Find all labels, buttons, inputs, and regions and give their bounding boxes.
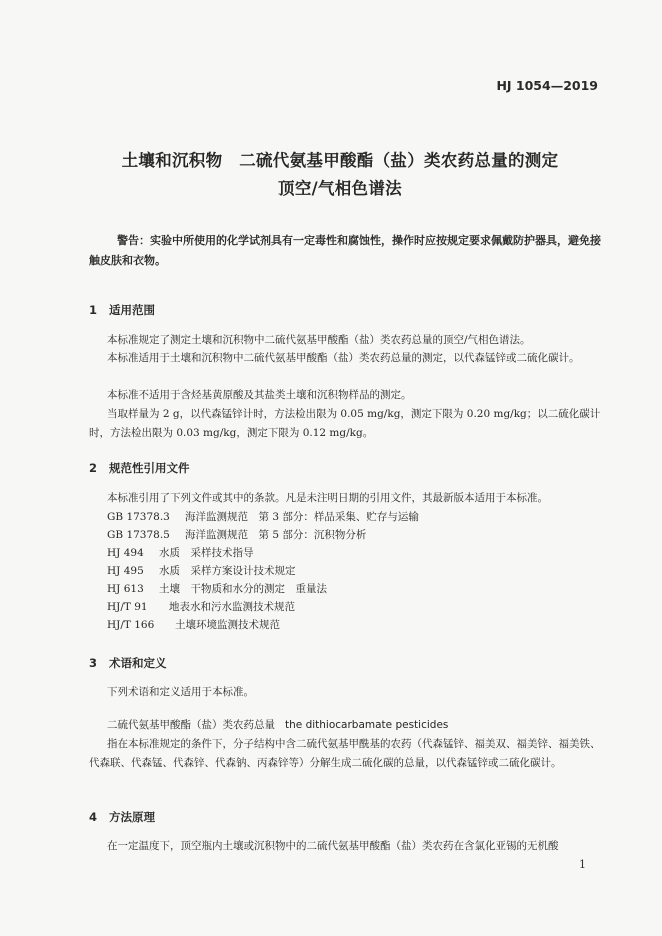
section-1-title: 适用范围 <box>109 303 155 317</box>
reference-code: HJ 495 <box>107 565 144 577</box>
reference-item <box>107 562 296 580</box>
reference-title: 海洋监测规范 第 5 部分：沉积物分析 <box>185 529 367 541</box>
section-4-paragraph: 在一定温度下，顶空瓶内土壤或沉积物中的二硫代氨基甲酸酯（盐）类农药在含氯化亚锡的无机酸 <box>107 840 559 852</box>
reference-title: 海洋监测规范 第 3 部分：样品采集、贮存与运输 <box>185 511 419 523</box>
section-1-heading <box>89 302 155 318</box>
document-title-line2: 顶空/气相色谱法 <box>278 179 402 198</box>
warning-note: 警告：实验中所使用的化学试剂具有一定毒性和腐蚀性，操作时应按规定要求佩戴防护器具，避免接触皮肤和衣物。 <box>89 234 601 267</box>
reference-item <box>107 580 327 598</box>
reference-code: HJ 613 <box>107 583 144 595</box>
section-1-paragraph: 当取样量为 2 g，以代森锰锌计时，方法检出限为 0.05 mg/kg，测定下限为 0.20 mg/kg；以二硫化碳计时，方法检出限为 0.03 mg/kg，测定下限为 0.12 mg/kg。 <box>89 408 601 439</box>
reference-title: 土壤环境监测技术规范 <box>175 619 280 631</box>
section-1-number: 1 <box>89 303 98 317</box>
section-3-title: 术语和定义 <box>109 656 167 670</box>
term-english: the dithiocarbamate pesticides <box>285 719 449 731</box>
reference-item <box>107 616 280 634</box>
reference-item <box>107 598 295 616</box>
reference-item <box>107 544 254 562</box>
section-2-intro: 本标准引用了下列文件或其中的条款。凡是未注明日期的引用文件，其最新版本适用于本标准。 <box>107 492 548 504</box>
page-number: 1 <box>579 858 586 871</box>
section-3-heading <box>89 655 167 671</box>
reference-code: GB 17378.3 <box>107 511 170 523</box>
reference-code: HJ/T 166 <box>107 619 155 631</box>
section-3-number: 3 <box>89 656 98 670</box>
section-4-heading <box>89 809 155 825</box>
section-2-title: 规范性引用文件 <box>109 461 190 475</box>
section-4-title: 方法原理 <box>109 810 155 824</box>
reference-code: HJ 494 <box>107 547 144 559</box>
section-3-intro: 下列术语和定义适用于本标准。 <box>107 686 254 698</box>
reference-item <box>107 526 366 544</box>
section-2-number: 2 <box>89 461 98 475</box>
reference-title: 土壤 干物质和水分的测定 重量法 <box>159 583 327 595</box>
section-1-paragraph: 本标准适用于土壤和沉积物中二硫代氨基甲酸酯（盐）类农药总量的测定，以代森锰锌或二硫化碳计。 <box>107 352 580 364</box>
term-definition: 指在本标准规定的条件下，分子结构中含二硫代氨基甲酰基的农药（代森锰锌、福美双、福美锌、福美铁、代森联、代森锰、代森锌、代森钠、丙森锌等）分解生成二硫化碳的总量，以代森锰锌或二硫化碳计。 <box>89 738 601 769</box>
reference-code: GB 17378.5 <box>107 529 170 541</box>
section-2-heading <box>89 460 190 476</box>
term-chinese: 二硫代氨基甲酸酯（盐）类农药总量 <box>107 719 275 731</box>
section-1-paragraph: 本标准规定了测定土壤和沉积物中二硫代氨基甲酸酯（盐）类农药总量的顶空/气相色谱法。 <box>107 334 531 346</box>
section-4-number: 4 <box>89 810 98 824</box>
document-title-line1: 土壤和沉积物 二硫代氨基甲酸酯（盐）类农药总量的测定 <box>121 151 559 170</box>
reference-code: HJ/T 91 <box>107 601 148 613</box>
section-1-paragraph: 本标准不适用于含烃基黄原酸及其盐类土壤和沉积物样品的测定。 <box>107 389 412 401</box>
reference-title: 水质 采样技术指导 <box>159 547 254 559</box>
term-entry <box>107 717 448 732</box>
reference-title: 地表水和污水监测技术规范 <box>169 601 295 613</box>
reference-item <box>107 508 419 526</box>
document-code: HJ 1054—2019 <box>496 78 598 93</box>
reference-title: 水质 采样方案设计技术规定 <box>159 565 296 577</box>
